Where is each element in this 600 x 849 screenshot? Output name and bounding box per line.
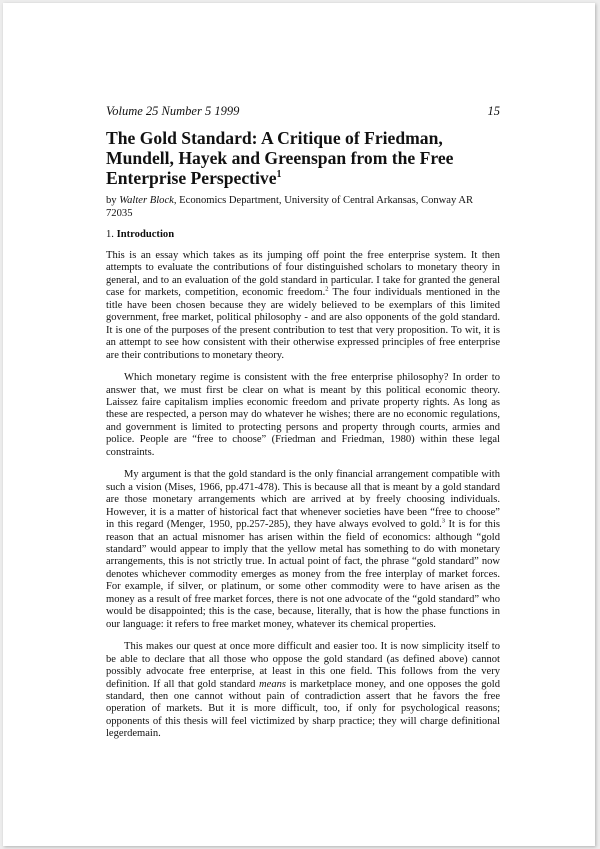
paragraph-3-text-b: It is for this reason that an actual misnomer has arisen within the field of economics: although “gold standard” would appear to imply that the yellow metal has something to do with monetary arrangements, this is not strictly true. In actual point of fact, the phrase “gold standard” now denotes whichever commodity emerges as money from the free interplay of market forces. For example, if silver, or platinum, or some other commodity were to have arisen as the money as a result of free market forces, there is not one advocate of the “gold standard” who would be disappointed; this is the case, because, literally, that is how the phase functions in our language: it refers to free market money, whatever its chemical properties. [106, 519, 500, 630]
paragraph-1 [106, 250, 500, 362]
byline [106, 195, 500, 220]
paragraph-2 [106, 372, 500, 459]
page-number: 15 [487, 104, 500, 118]
paragraph-3 [106, 469, 500, 631]
paragraph-1-text-b: The four individuals mentioned in the title have been chosen because they are widely believed to be exemplars of this limited government, free market, political philosophy - and are also opponents of the gold standard. It is one of the purposes of the present contribution to test that very proposition. To wit, it is an attempt to see how consistent with their otherwise expressed principles of free enterprise are their contributions to monetary theory. [106, 287, 500, 361]
footnote-marker-2: 2 [325, 285, 329, 293]
paragraph-2-text: Which monetary regime is consistent with the free enterprise philosophy? In order to answer that, we must first be clear on what is meant by this political economic theory. Laissez faire capitalism implies economic freedom and private property rights. As long as these are respected, a person may do whatever he wishes; there are no economic regulations, and government is limited to protecting persons and property through courts, armies and police. People are “free to choose” (Friedman and Friedman, 1980) within these legal constraints. [106, 372, 500, 458]
paragraph-4-text-b: is marketplace money, and one opposes the gold standard, then one cannot without pain of contradiction assert that he favors the free operation of markets. But it is more difficult, too, if only for psychological reasons; opponents of this thesis will feel victimized by sharp practice; they will charge definitional legerdemain. [106, 678, 501, 740]
running-header [106, 103, 500, 119]
paragraph-3-text-a: My argument is that the gold standard is the only financial arrangement compatible with such a vision (Mises, 1966, pp.471-478). This is because all that is meant by a gold standard are those monetary arrangements which are arrived at by freely choosing individuals. However, it is a matter of historical fact that whenever societies have been “free to choose” in this regard (Menger, 1950, pp.257-285), they have always evolved to gold. [106, 469, 500, 531]
document-page [3, 3, 595, 846]
author-name: Walter Block [119, 195, 174, 206]
paragraph-4-emphasis: means [259, 678, 286, 690]
section-number: 1. [106, 229, 117, 240]
section-heading [106, 228, 500, 241]
journal-issue: Volume 25 Number 5 1999 [106, 104, 240, 118]
paragraph-4-text-a: This makes our quest at once more difficult and easier too. It is now simplicity itself to be able to declare that all those who oppose the gold standard (as defined above) cannot possibly advocate free enterprise, at least in this one field. This follows from the very definition. If all that gold standard [106, 641, 500, 690]
article-title [106, 128, 500, 188]
article-title-text: The Gold Standard: A Critique of Friedman, Mundell, Hayek and Greenspan from the Free Enterprise Perspective [106, 128, 454, 188]
title-footnote-marker: 1 [276, 169, 282, 181]
footnote-marker-3: 3 [441, 517, 446, 525]
byline-prefix: by [106, 195, 120, 206]
paragraph-4 [106, 641, 500, 741]
paragraph-1-text-a: This is an essay which takes as its jumping off point the free enterprise system. It then attempts to evaluate the contributions of four distinguished scholars to monetary theory in general, and to an evaluation of the gold standard in particular. I take for granted the general case for markets, competition, economic freedom. [106, 250, 500, 299]
page-content [106, 103, 500, 751]
section-title: Introduction [116, 229, 175, 240]
author-affiliation: , Economics Department, University of Central Arkansas, Conway AR 72035 [106, 195, 474, 219]
